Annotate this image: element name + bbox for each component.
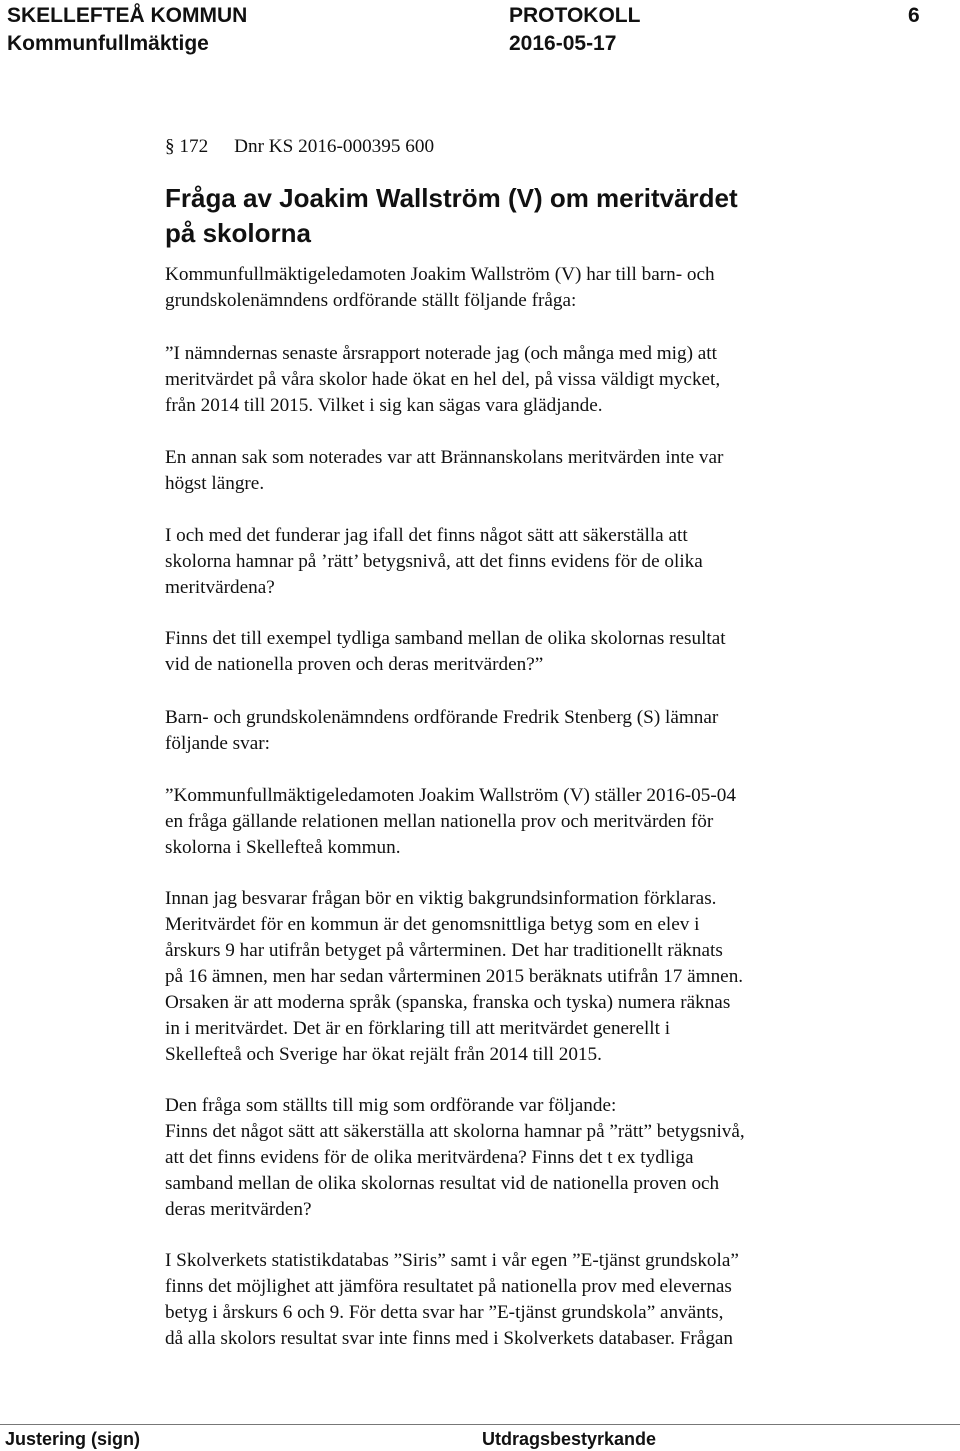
footer-divider — [0, 1424, 960, 1425]
text-line: Barn- och grundskolenämndens ordförande Fredrik Stenberg (S) lämnar — [165, 707, 719, 728]
text-line: Finns det till exempel tydliga samband mellan de olika skolornas resultat — [165, 628, 726, 649]
text-line: ”I nämndernas senaste årsrapport noterade jag (och många med mig) att — [165, 343, 717, 364]
question-paragraph-4 — [165, 626, 726, 678]
question-paragraph-3 — [165, 523, 703, 601]
text-line: Kommunfullmäktigeledamoten Joakim Wallström (V) har till barn- och — [165, 264, 715, 285]
text-line: då alla skolors resultat svar inte finns med i Skolverkets databaser. Frågan — [165, 1328, 734, 1349]
question-paragraph-2 — [165, 445, 723, 497]
text-line: från 2014 till 2015. Vilket i sig kan sägas vara glädjande. — [165, 395, 603, 416]
text-line: på 16 ämnen, men har sedan vårterminen 2015 beräknats utifrån 17 ämnen. — [165, 966, 744, 987]
text-line: grundskolenämndens ordförande ställt följande fråga: — [165, 290, 577, 311]
answer-paragraph-2 — [165, 886, 743, 1068]
answer-paragraph-4 — [165, 1248, 739, 1352]
text-line: Finns det något sätt att säkerställa att skolorna hamnar på ”rätt” betygsnivå, — [165, 1121, 745, 1142]
document-type: PROTOKOLL — [509, 4, 641, 27]
text-line: Den fråga som ställts till mig som ordförande var följande: — [165, 1095, 617, 1116]
text-line: skolorna hamnar på ’rätt’ betygsnivå, att det finns evidens för de olika — [165, 551, 703, 572]
title-line: Fråga av Joakim Wallström (V) om meritvärdet — [165, 183, 738, 213]
title-line: på skolorna — [165, 218, 311, 248]
text-line: meritvärdena? — [165, 577, 275, 598]
text-line: I Skolverkets statistikdatabas ”Siris” samt i vår egen ”E-tjänst grundskola” — [165, 1250, 739, 1271]
assembly-name: Kommunfullmäktige — [7, 32, 209, 55]
municipality-name: SKELLEFTEÅ KOMMUN — [7, 4, 248, 27]
text-line: deras meritvärden? — [165, 1199, 312, 1220]
text-line: följande svar: — [165, 733, 270, 754]
text-line: betyg i årskurs 6 och 9. För detta svar har ”E-tjänst grundskola” använts, — [165, 1302, 724, 1323]
text-line: meritvärdet på våra skolor hade ökat en hel del, på vissa väldigt mycket, — [165, 369, 721, 390]
text-line: I och med det funderar jag ifall det finns något sätt att säkerställa att — [165, 525, 688, 546]
answer-intro-paragraph — [165, 705, 718, 757]
text-line: vid de nationella proven och deras meritvärden?” — [165, 654, 544, 675]
text-line: ”Kommunfullmäktigeledamoten Joakim Wallström (V) ställer 2016-05-04 — [165, 785, 736, 806]
text-line: Orsaken är att moderna språk (spanska, franska och tyska) numera räknas — [165, 992, 731, 1013]
text-line: skolorna i Skellefteå kommun. — [165, 837, 401, 858]
footer-certification-label: Utdragsbestyrkande — [482, 1429, 657, 1449]
question-paragraph-1 — [165, 341, 720, 419]
text-line: högst längre. — [165, 473, 265, 494]
case-reference: Dnr KS 2016-000395 600 — [234, 136, 435, 157]
page-number: 6 — [908, 4, 920, 27]
answer-paragraph-3 — [165, 1093, 745, 1223]
paragraph-number: § 172 — [165, 136, 209, 157]
text-line: Meritvärdet för en kommun är det genomsnittliga betyg som en elev i — [165, 914, 700, 935]
footer-signature-label: Justering (sign) — [5, 1429, 141, 1449]
intro-paragraph — [165, 262, 715, 314]
text-line: Skellefteå och Sverige har ökat rejält från 2014 till 2015. — [165, 1044, 602, 1065]
case-line — [165, 134, 434, 160]
text-line: årskurs 9 har utifrån betyget på vårterminen. Det har traditionellt räknats — [165, 940, 723, 961]
meeting-date: 2016-05-17 — [509, 32, 617, 55]
text-line: att det finns evidens för de olika meritvärdena? Finns det t ex tydliga — [165, 1147, 694, 1168]
text-line: finns det möjlighet att jämföra resultatet på nationella prov med elevernas — [165, 1276, 732, 1297]
text-line: En annan sak som noterades var att Brännanskolans meritvärden inte var — [165, 447, 724, 468]
answer-paragraph-1 — [165, 783, 736, 861]
text-line: samband mellan de olika skolornas resultat vid de nationella proven och — [165, 1173, 720, 1194]
text-line: en fråga gällande relationen mellan nationella prov och meritvärden för — [165, 811, 714, 832]
text-line: in i meritvärdet. Det är en förklaring till att meritvärdet generellt i — [165, 1018, 671, 1039]
page-title — [165, 181, 738, 251]
text-line: Innan jag besvarar frågan bör en viktig bakgrundsinformation förklaras. — [165, 888, 717, 909]
